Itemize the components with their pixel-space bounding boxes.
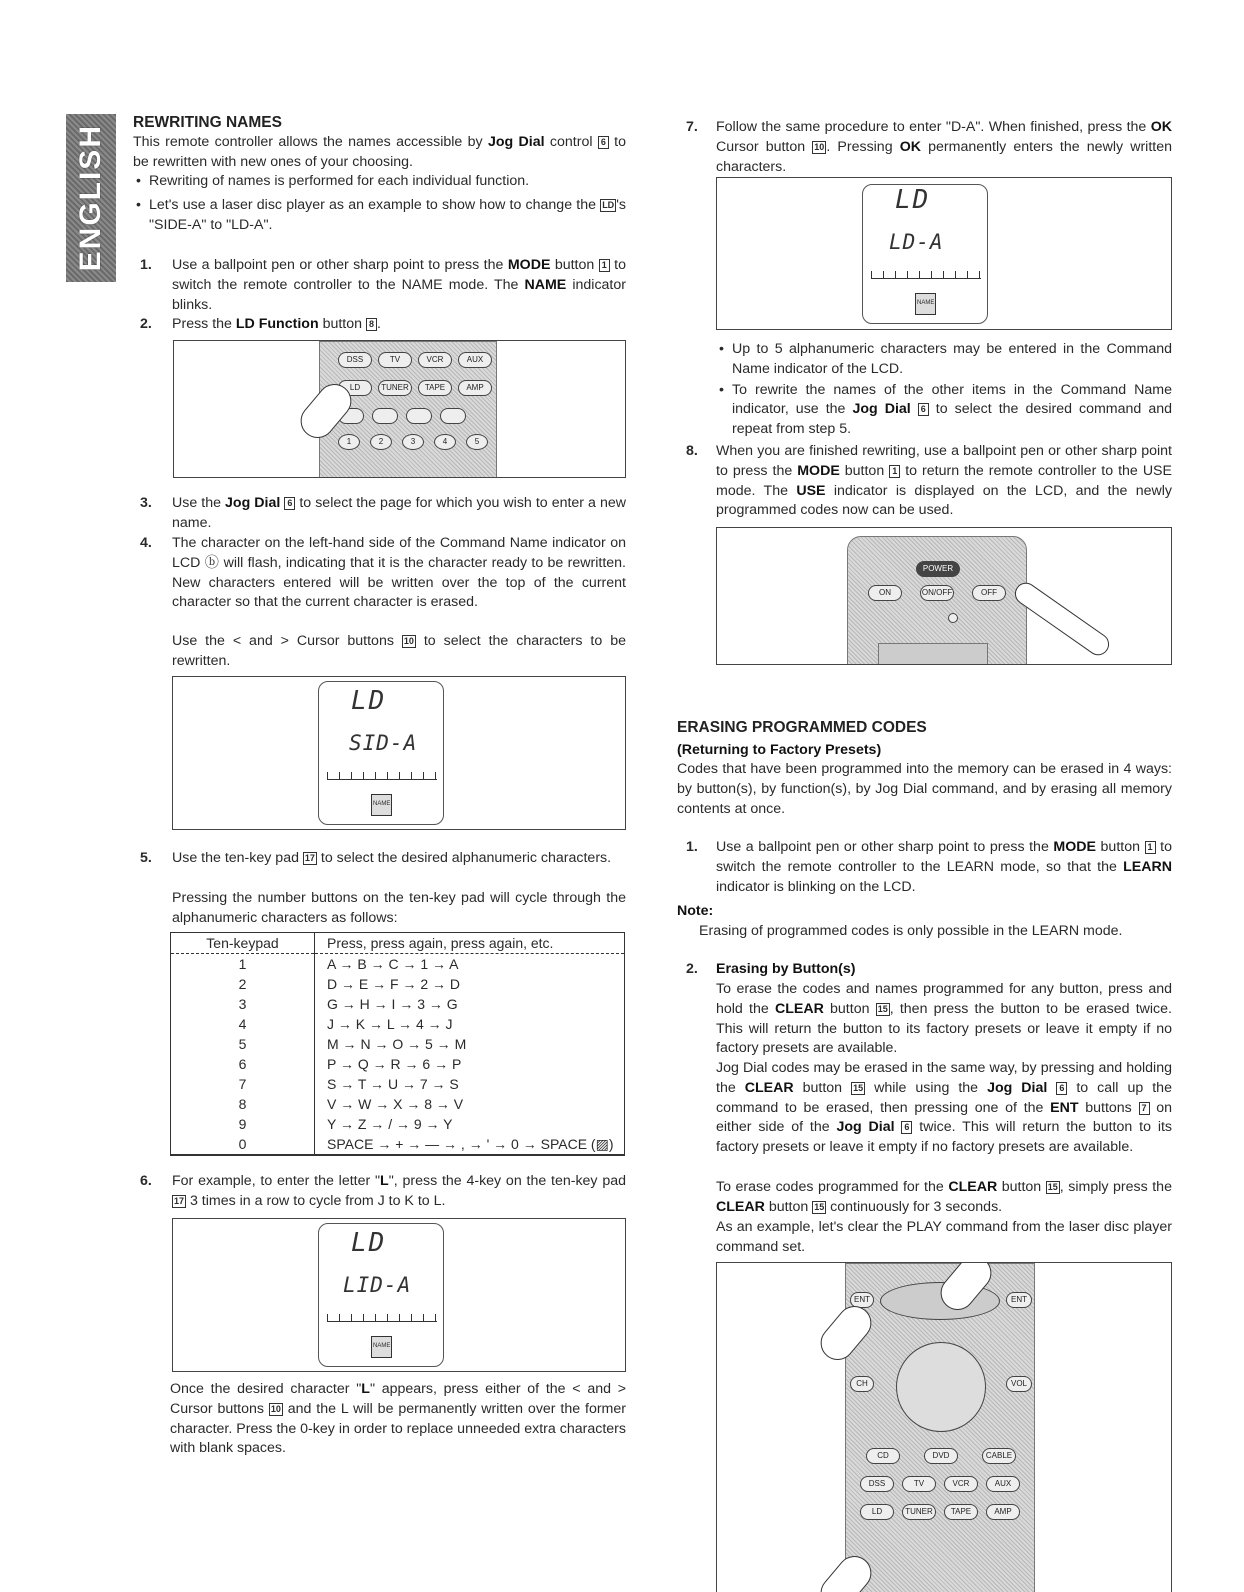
reference-number-icon: 17 [304, 853, 315, 863]
lcd-scale [871, 271, 981, 279]
lcd-display [862, 184, 988, 324]
remote-button-aux: AUX [986, 1476, 1020, 1492]
cursor-pad [896, 1342, 986, 1432]
figure-remote-ld-button [173, 340, 626, 478]
remote-label-ch: CH [850, 1376, 874, 1392]
step-7-text: Follow the same procedure to enter "D-A". When finished, press the OK Cursor button 10 . Pressing OK permanently enters the newly written characters. [716, 119, 1172, 175]
table-row [171, 974, 625, 994]
reference-number-icon: 10 [814, 141, 825, 152]
remote-button-mode [948, 613, 958, 623]
erase-clear-text: To erase codes programmed for the CLEAR button 15 , simply press the CLEAR button 15 continuously for 3 seconds. [716, 1179, 1172, 1215]
step-number: 4. [140, 535, 152, 551]
remote-button-dss: DSS [338, 352, 372, 368]
erase-jog-dial-text: Jog Dial codes may be erased in the same way, by pressing and holding the CLEAR button 15 while using the Jog Dial 6 to call up the command to be erased, then pressing one of the ENT buttons 7 on either side of the Jog Dial 6 twice. This will return the button to its factory presets or leave it empty if no factory presets are available. [716, 1060, 1173, 1156]
char-sequence-cell: Y → Z → / → 9 → Y [315, 1114, 625, 1134]
step-6-text: For example, to enter the letter "L", press the 4-key on the ten-key pad 17 3 times in a row to cycle from J to K to L. [172, 1173, 626, 1209]
reference-number-icon: 6 [598, 136, 609, 149]
lcd-display [318, 681, 444, 825]
table-row [171, 1094, 625, 1114]
step-3-text: Use the Jog Dial 6 to select the page for which you wish to enter a new name. [172, 495, 626, 531]
figure-lcd-lid-a [172, 1218, 626, 1372]
bold-term: OK [1150, 119, 1172, 135]
char-sequence-cell: D → E → F → 2 → D [315, 974, 625, 994]
remote-key-3: 3 [402, 434, 424, 450]
step-number: 5. [140, 850, 152, 866]
table-row [171, 1034, 625, 1054]
step-number: 3. [140, 495, 152, 511]
remote-button-cable: CABLE [982, 1448, 1016, 1464]
reference-number-icon: 6 [901, 1121, 912, 1134]
reference-number-icon: 10 [270, 1403, 281, 1414]
lcd-scale [327, 1314, 437, 1322]
bold-term: L [361, 1381, 370, 1397]
step-1-text: Use a ballpoint pen or other sharp point to press the MODE button 1 to switch the remote controller to the NAME mode. The NAME indicator blinks. [172, 257, 626, 313]
table-row [171, 1114, 625, 1134]
remote-button-ld: LD [860, 1504, 894, 1520]
key-cell: 4 [171, 1014, 315, 1034]
remote-button-onoff: ON/OFF [920, 585, 954, 601]
reference-number-icon: 15 [814, 1201, 825, 1212]
remote-key-5: 5 [466, 434, 488, 450]
remote-button-ent-left: ENT [850, 1292, 874, 1308]
figure-lcd-ld-a [716, 177, 1172, 330]
key-cell: 0 [171, 1134, 315, 1155]
bold-term: ENT [1050, 1099, 1079, 1116]
lcd-top-text: LD [351, 686, 387, 716]
bold-term: CLEAR [774, 1000, 824, 1017]
lcd-display [318, 1223, 444, 1367]
step-number: 8. [686, 443, 698, 459]
step-number: 2. [686, 961, 698, 977]
bold-term: CLEAR [744, 1079, 794, 1096]
remote-button-tape: TAPE [944, 1504, 978, 1520]
reference-number-icon: LD [602, 199, 615, 210]
section-heading-erasing: ERASING PROGRAMMED CODES [677, 719, 927, 736]
remote-button-tv: TV [902, 1476, 936, 1492]
bold-term: Jog Dial [852, 401, 911, 418]
step-4-cursor-text: Use the < and > Cursor buttons 10 to select the characters to be rewritten. [172, 633, 626, 669]
step-number: 7. [686, 119, 698, 135]
intro-paragraph: This remote controller allows the names accessible by Jog Dial control 6 to be rewritten with new ones of your choosing. [133, 134, 626, 170]
key-cell: 8 [171, 1094, 315, 1114]
step-5-text: Use the ten-key pad 17 to select the desired alphanumeric characters. [172, 850, 612, 866]
lcd-scale [327, 772, 437, 780]
reference-number-icon: 15 [877, 1003, 888, 1014]
bold-term: MODE [507, 257, 551, 273]
table-row [171, 1074, 625, 1094]
key-cell: 9 [171, 1114, 315, 1134]
char-sequence-cell: G → H → I → 3 → G [315, 994, 625, 1014]
language-tab-english: ENGLISH [66, 114, 116, 282]
lcd-name-indicator: NAME [371, 794, 392, 816]
remote-key-2: 2 [370, 434, 392, 450]
reference-number-icon: 7 [1139, 1102, 1150, 1115]
reference-number-icon: 1 [1145, 841, 1156, 854]
remote-button-ent-right: ENT [1006, 1292, 1032, 1308]
remote-button-dss: DSS [860, 1476, 894, 1492]
bullet-item: • Up to 5 alphanumeric characters may be entered in the Command Name indicator of the LCD. [716, 340, 1172, 380]
erase-step-2-title: Erasing by Button(s) [716, 961, 856, 977]
step-4-text: The character on the left-hand side of the Command Name indicator on LCD ⓑ will flash, indicating that it is the character ready to be rewritten. New characters entered will be written over the top of the current character so that the current character is erased. [172, 535, 626, 611]
reference-number-icon: 6 [918, 403, 929, 416]
bold-term: Jog Dial [487, 134, 545, 150]
bold-term: CLEAR [948, 1179, 998, 1195]
section-subheading: (Returning to Factory Presets) [677, 742, 882, 758]
remote-label-vol: VOL [1006, 1376, 1032, 1392]
step-number: 1. [686, 839, 698, 855]
remote-button-vcr: VCR [944, 1476, 978, 1492]
ten-keypad-table [170, 932, 625, 1156]
bold-term: OK [899, 138, 922, 155]
figure-lcd-side-a [172, 676, 626, 830]
reference-number-icon: 10 [403, 636, 414, 646]
intro-bullets [133, 172, 626, 235]
char-sequence-cell: V → W → X → 8 → V [315, 1094, 625, 1114]
lcd-top-text: LD [351, 1228, 387, 1258]
char-sequence-cell: J → K → L → 4 → J [315, 1014, 625, 1034]
remote-key-1: 1 [338, 434, 360, 450]
remote-button-amp: AMP [458, 380, 492, 396]
figure-remote-mode-button [716, 527, 1172, 665]
step-number: 2. [140, 316, 152, 332]
char-sequence-cell: P → Q → R → 6 → P [315, 1054, 625, 1074]
erase-example-text: As an example, let's clear the PLAY command from the laser disc player command set. [716, 1219, 1172, 1255]
remote-illustration [845, 1263, 1035, 1592]
reference-number-icon: 1 [889, 465, 900, 478]
key-cell: 3 [171, 994, 315, 1014]
bold-term: L [380, 1173, 389, 1189]
reference-number-icon: 15 [1047, 1182, 1058, 1192]
reference-number-icon: 15 [853, 1082, 864, 1093]
remote-button-power: POWER [916, 561, 960, 577]
key-cell: 6 [171, 1054, 315, 1074]
remote-button-tape: TAPE [418, 380, 452, 396]
key-cell: 2 [171, 974, 315, 994]
bullet-item: • Rewriting of names is performed for each individual function. [133, 172, 626, 192]
bold-term: CLEAR [716, 1198, 765, 1215]
after-step-6-text: Once the desired character "L" appears, press either of the < and > Cursor buttons 10 and the L will be permanently written over the former character. Press the 0-key in order to replace unneeded extra characters with blank spaces. [170, 1381, 627, 1457]
key-cell: 1 [171, 954, 315, 975]
remote-button-dvd: DVD [924, 1448, 958, 1464]
lcd-command-name: LID-A [343, 1273, 412, 1297]
bold-term: MODE [797, 462, 840, 479]
figure-remote-clear [716, 1262, 1172, 1592]
lcd-name-indicator: NAME [371, 1336, 392, 1358]
bullet-item: • To rewrite the names of the other items in the Command Name indicator, use the Jog Dial 6 to select the desired command and repeat from step 5. [716, 381, 1172, 440]
bold-term: MODE [1053, 839, 1096, 855]
remote-button-off: OFF [972, 585, 1006, 601]
notes-bullets [716, 340, 1172, 440]
remote-button-on: ON [868, 585, 902, 601]
lcd-name-indicator: NAME [915, 293, 936, 315]
table-row [171, 954, 625, 975]
bold-term: LEARN [1123, 858, 1172, 875]
remote-button-tuner: TUNER [902, 1504, 936, 1520]
key-cell: 5 [171, 1034, 315, 1054]
step-number: 1. [140, 257, 152, 273]
table-row [171, 994, 625, 1014]
remote-button-vcr: VCR [418, 352, 452, 368]
remote-key-4: 4 [434, 434, 456, 450]
lcd-command-name: LD-A [889, 230, 944, 254]
erase-step-1-text: Use a ballpoint pen or other sharp point to press the MODE button 1 to switch the remote controller to the LEARN mode, so that the LEARN indicator is blinking on the LCD. [716, 839, 1172, 895]
note-label: Note: [677, 903, 714, 919]
lcd-top-text: LD [895, 185, 931, 215]
reference-number-icon: 6 [1056, 1082, 1067, 1095]
erasing-intro: Codes that have been programmed into the memory can be erased in 4 ways: by button(s), by function(s), by Jog Dial command, and by erasing all memory contents at once. [677, 761, 1172, 817]
remote-lcd [878, 643, 988, 665]
reference-number-icon: 6 [284, 497, 295, 510]
table-row [171, 1014, 625, 1034]
key-cell: 7 [171, 1074, 315, 1094]
step-2-text: Press the LD Function button 8 . [172, 316, 381, 332]
bold-term: Jog Dial [225, 495, 281, 511]
reference-number-icon: 17 [174, 1195, 185, 1206]
step-8-text: When you are finished rewriting, use a ballpoint pen or other sharp point to press the MODE button 1 to return the remote controller to the USE mode. The USE indicator is displayed on the LCD, and the newly programmed codes now can be used. [716, 443, 1172, 519]
char-sequence-cell: A → B → C → 1 → A [315, 954, 625, 975]
reference-number-icon: 8 [366, 318, 377, 331]
table-header: Ten-keypad [171, 933, 315, 954]
remote-button-tuner: TUNER [378, 380, 412, 396]
table-row [171, 1134, 625, 1155]
erase-step-2-text: To erase the codes and names programmed for any button, press and hold the CLEAR button 15 , then press the button to be erased twice. This will return the button to its factory presets or leave it empty if no factory presets are available. [716, 981, 1172, 1057]
lcd-command-name: SID-A [349, 731, 418, 755]
bold-term: Jog Dial [836, 1119, 895, 1136]
char-sequence-cell: M → N → O → 5 → M [315, 1034, 625, 1054]
table-row [171, 1054, 625, 1074]
remote-button-aux: AUX [458, 352, 492, 368]
remote-button-tv: TV [378, 352, 412, 368]
char-sequence-cell: S → T → U → 7 → S [315, 1074, 625, 1094]
table-header: Press, press again, press again, etc. [315, 933, 625, 954]
step-number: 6. [140, 1173, 152, 1189]
remote-button-ld: LD [338, 380, 372, 396]
char-sequence-cell: SPACE → + → — → , → ' → 0 → SPACE (▨) [315, 1134, 625, 1155]
bold-term: USE [796, 482, 826, 499]
bold-term: Jog Dial [987, 1079, 1048, 1096]
bullet-item: • Let's use a laser disc player as an example to show how to change the LD 's "SIDE-A" to "LD-A". [133, 196, 626, 236]
remote-button-amp: AMP [986, 1504, 1020, 1520]
step-5-cycle-text: Pressing the number buttons on the ten-key pad will cycle through the alphanumeric characters as follows: [172, 890, 626, 926]
note-text: Erasing of programmed codes is only possible in the LEARN mode. [699, 923, 1123, 939]
remote-illustration [847, 536, 1027, 665]
section-heading-rewriting-names: REWRITING NAMES [133, 114, 282, 131]
bold-term: LD Function [235, 316, 319, 332]
bold-term: NAME [524, 276, 567, 293]
reference-number-icon: 1 [599, 259, 610, 272]
remote-button-cd: CD [866, 1448, 900, 1464]
